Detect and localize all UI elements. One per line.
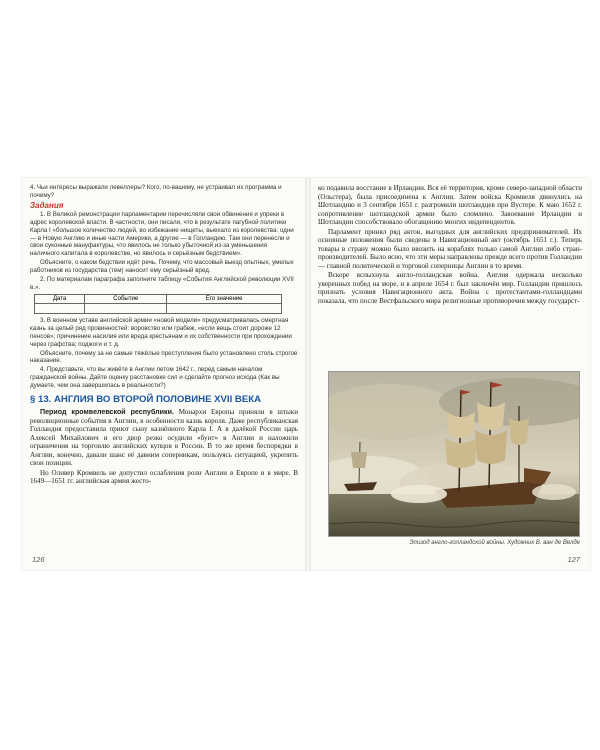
painting-image bbox=[329, 372, 579, 536]
page-number-left: 126 bbox=[32, 555, 45, 564]
task-1-extra: Объясните, о каком бедствии идёт речь. Почему, что массовый выезд опытных, умелых работников из государства (тем) наносит ему серьёзный вред. bbox=[30, 259, 294, 275]
question-4: 4. Чьи интересы выражали левеллеры? Кого, по-вашему, не устраивал их программа и почему? bbox=[30, 184, 282, 199]
naval-battle-painting bbox=[328, 371, 580, 537]
events-table bbox=[34, 294, 282, 314]
task-1: 1. В Великой ремонстрации парламентарии перечисляли свои обвинения и упреки в адрес королевской власти. В частности, они писали, что в результате пагубной политики Карла I «большое количество людей, во избежание нищеты, выехало из королевства: одни — в Новую Англию и иные части Америки, а другие — в Голландию. Там они перенесли и свои суконные мануфактуры, что явилось не только убыточной из-за уменьшения наличного капитала в королевстве, но явилось и серьёзным бедствием». bbox=[30, 210, 294, 258]
task-3-extra: Объясните, почему за не самые тяжёлые преступления было установлено столь строгое наказание. bbox=[30, 349, 298, 365]
book-spine bbox=[305, 178, 311, 570]
right-paragraph-3: Вскоре вспыхнула англо-голландская война. Англия одержала несколько уверенных побед на море, и в апреле 1654 г. был заключён мир. Голландии пришлось признать условия Навигационного акта. Война с протестантами-голландцами показала, что после Вестфальского мира религиозные противоречия между государст- bbox=[318, 271, 582, 305]
table-header-event: Событие bbox=[85, 294, 167, 303]
right-paragraph-1: ко подавила восстание в Ирландии. Вся её территория, кроме северо-западной области (Ольстера), была присоединена к Англии. Затем войска Кромвеля двинулись на Шотландию и 3 сентября 1651 г. разгромили шотландцев при Вустере. К маю 1652 г. сопротивление шотландской армии было сломлено. Завоевание Ирландии и Шотландии способствовало обогащению многих индепендентов. bbox=[318, 184, 582, 226]
table-header-row bbox=[35, 294, 282, 303]
task-4: 4. Представьте, что вы живёте в Англии летом 1642 г., перед самым началом гражданской войны. Дайте оценку расстановке сил и сделайте прогноз исхода (Как вы думаете, чем она завершилась в реальности?) bbox=[30, 366, 280, 390]
right-page bbox=[318, 184, 582, 564]
page-number-right: 127 bbox=[567, 555, 580, 564]
subheading: Период кромвелевской республики. bbox=[40, 408, 174, 417]
table-header-meaning: Его значение bbox=[167, 294, 282, 303]
tasks-heading: Задания bbox=[30, 200, 64, 210]
body-paragraph-2: Но Оливер Кромвель не допустил ослабления роли Англии в Европе и в мире. В 1649—1651 гг. английская армия жесто- bbox=[30, 468, 298, 486]
right-paragraph-2: Парламент принял ряд актов, выгодных для английских предпринимателей. Их основные положения были сведены в Навигационный акт (октябрь 1651 г.). Теперь товары в страну можно было ввозить на кораблях только самой Англии либо стран-производителей. Было ясно, что эти меры направлены прежде всего против Голландии — главной политической и торговой соперницы Англии в то время. bbox=[318, 227, 582, 270]
table-row bbox=[35, 303, 282, 313]
section-title: § 13. АНГЛИЯ ВО ВТОРОЙ ПОЛОВИНЕ XVII ВЕКА bbox=[30, 394, 262, 406]
book-spread bbox=[22, 178, 590, 570]
left-page bbox=[30, 184, 298, 564]
body-text-1: Монархи Европы приняли в штыки революционные события в Англии, в особенности казнь короля. Даже республиканская Голландия предоставила приют сыну казнённого Карла I. А в далёкой России царь Алексей Михайлович и его двор резко осудили «бунт» в Англии и наложили ограничения на торговлю английских купцов в России. В то же время беспорядки в Англии, конечно, давали шанс её давним соперникам, пользуясь ситуацией, укрепить свои позиции. bbox=[30, 408, 298, 468]
painting-caption: Эпизод англо-голландской войны. Художник В. ван де Велде bbox=[409, 540, 580, 546]
task-3: 3. В военном уставе английской армии «новой модели» предусматривалась смертная казнь за целый ряд провинностей: воровство или грабеж, «если вещь стоит дороже 12 пенсов»; причинение насилия или вреда крестьянам и их собственности при прохождении через графства; поджоги и т. д. bbox=[30, 316, 292, 348]
task-2: 2. По материалам параграфа заполните таблицу «События Английской революции XVII в.». bbox=[30, 276, 294, 291]
table-header-date: Дата bbox=[35, 294, 85, 303]
body-paragraph-1 bbox=[30, 408, 298, 468]
